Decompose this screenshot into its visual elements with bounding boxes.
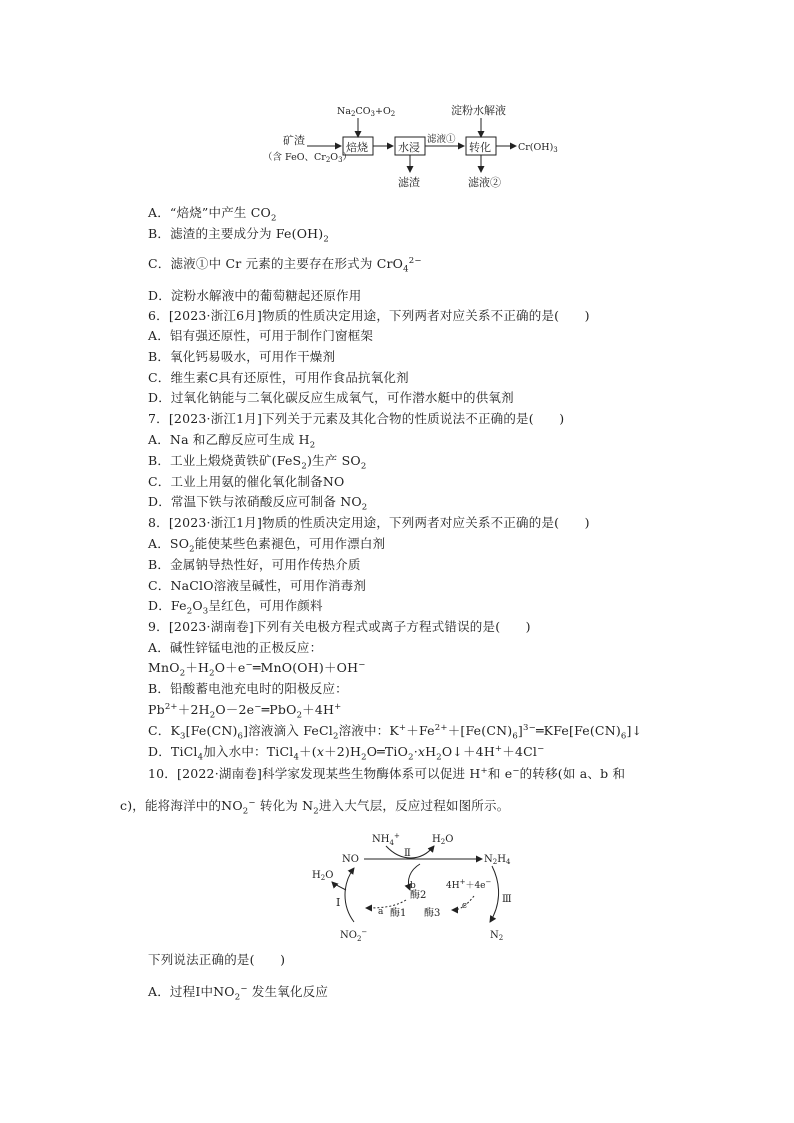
n2h4-label: $N_2H_4$: [484, 854, 511, 866]
filtrate-1: 滤液①: [427, 134, 456, 145]
enzyme-3: 酶3: [424, 908, 441, 919]
h-e-label: 4H+＋4e−: [446, 878, 492, 891]
q7-stem: 7．[2023·浙江1月]下列关于元素及其化合物的性质说法不正确的是( ): [148, 411, 565, 426]
q6-option-d: D．过氧化钠能与二氧化碳反应生成氧气，可作潜水艇中的供氧剂: [148, 390, 514, 405]
q9-stem: 9．[2023·湖南卷]下列有关电极方程式或离子方程式错误的是( ): [148, 619, 531, 634]
svg-text:焙烧: 焙烧: [346, 141, 368, 154]
enzyme-2: 酶2: [410, 890, 427, 901]
h2o-left-label: $H_2O$: [312, 870, 334, 882]
enzyme-1: 酶1: [390, 908, 407, 919]
q9-option-c: C．$K_3[Fe(CN)_6]$溶液滴入 FeCl$_2$溶液中：$K^++Fe^{2+}+[Fe(CN)_6]^{3-}═KFe[Fe(CN)_6]↓$: [148, 722, 643, 742]
product-croh3: $Cr(OH)_3$: [518, 142, 558, 154]
q7-option-b: B．工业上煅烧黄铁矿(FeS$_2$)生产 $SO_2$: [148, 453, 367, 472]
q10-option-a: A．过程Ⅰ中$NO_2^-$ 发生氧化反应: [148, 983, 329, 1003]
nh4-label: $NH_4^+$: [372, 832, 400, 847]
q6-option-b: B．氧化钙易吸水，可用作干燥剂: [148, 349, 336, 364]
reagent-starch-hydrolysate: 淀粉水解液: [451, 104, 506, 117]
input-composition: （含 FeO、$Cr_2O_3$）: [263, 152, 353, 164]
q6-option-c: C．维生素C具有还原性，可用作食品抗氧化剂: [148, 370, 409, 385]
no2-label: $NO_2^-$: [340, 928, 368, 943]
q5-option-d: D．淀粉水解液中的葡萄糖起还原作用: [148, 288, 362, 303]
process-iii: Ⅲ: [502, 894, 512, 905]
n2-label: $N_2$: [490, 930, 504, 942]
q7-option-c: C．工业上用氨的催化氧化制备NO: [148, 474, 345, 489]
q6-stem: 6．[2023·浙江6月]物质的性质决定用途，下列两者对应关系不正确的是( ): [148, 308, 590, 323]
q9-option-d: D．TiCl$_4$加入水中：$TiCl_4+(x+2)H_2O═TiO_2\cdot xH_2O↓+4H^++4Cl^-$: [148, 743, 545, 763]
q9-option-b-label: B．铅酸蓄电池充电时的阳极反应：: [148, 681, 348, 696]
q9-option-a-label: A．碱性锌锰电池的正极反应：: [148, 640, 323, 655]
q9-option-b-equation: $Pb^{2+}+2H_2O-2e^-═PbO_2+4H^+$: [148, 701, 342, 721]
carrier-b: b: [410, 881, 416, 891]
reagent-na2co3-o2: $Na_2CO_3+O_2$: [337, 106, 396, 118]
q10-stem-line2: c)，能将海洋中的$NO_2^-$ 转化为 $N_2$进入大气层，反应过程如图所示。: [120, 797, 510, 817]
enzyme-cycle-diagram: [306, 826, 526, 944]
h2o-top-label: $H_2O$: [432, 834, 454, 846]
q10-question: 下列说法正确的是( ): [148, 952, 286, 967]
q7-option-a: A．Na 和乙醇反应可生成 $H_2$: [148, 432, 316, 451]
process-i: Ⅰ: [336, 896, 341, 909]
q10-stem-line1: 10．[2022·湖南卷]科学家发现某些生物酶体系可以促进 H+和 e−的转移(如 a、b 和: [148, 765, 626, 781]
process-flow-diagram: [255, 100, 565, 192]
q8-option-b: B．金属钠导热性好，可用作传热介质: [148, 557, 361, 572]
q8-option-d: D．$Fe_2O_3$呈红色，可用作颜料: [148, 598, 323, 617]
q8-option-c: C．NaClO溶液呈碱性，可用作消毒剂: [148, 578, 367, 593]
input-ore-slag: 矿渣: [283, 134, 305, 147]
carrier-c: c: [462, 901, 468, 911]
q5-option-a: A．“焙烧”中产生 $CO_2$: [148, 205, 277, 224]
process-ii: Ⅱ: [404, 848, 411, 859]
no-label: NO: [342, 854, 359, 865]
q8-option-a: A．$SO_2$能使某些色素褪色，可用作漂白剂: [148, 536, 386, 555]
filtrate-2: 滤液②: [468, 176, 501, 189]
svg-text:水浸: 水浸: [398, 141, 420, 154]
q7-option-d: D．常温下铁与浓硝酸反应可制备 $NO_2$: [148, 494, 368, 513]
q8-stem: 8．[2023·浙江1月]物质的性质决定用途，下列两者对应关系不正确的是( ): [148, 515, 590, 530]
svg-text:转化: 转化: [469, 141, 491, 154]
carrier-a: a: [378, 907, 384, 917]
q5-option-c: C．滤液①中 Cr 元素的主要存在形式为 CrO$_4^{2-}$: [148, 255, 422, 275]
q9-option-a-equation: $MnO_2+H_2O+e^-═MnO(OH)+OH^-$: [148, 659, 366, 679]
q6-option-a: A．铝有强还原性，可用于制作门窗框架: [148, 328, 374, 343]
residue: 滤渣: [398, 176, 420, 189]
q5-option-b: B．滤渣的主要成分为 $Fe(OH)_2$: [148, 226, 329, 245]
